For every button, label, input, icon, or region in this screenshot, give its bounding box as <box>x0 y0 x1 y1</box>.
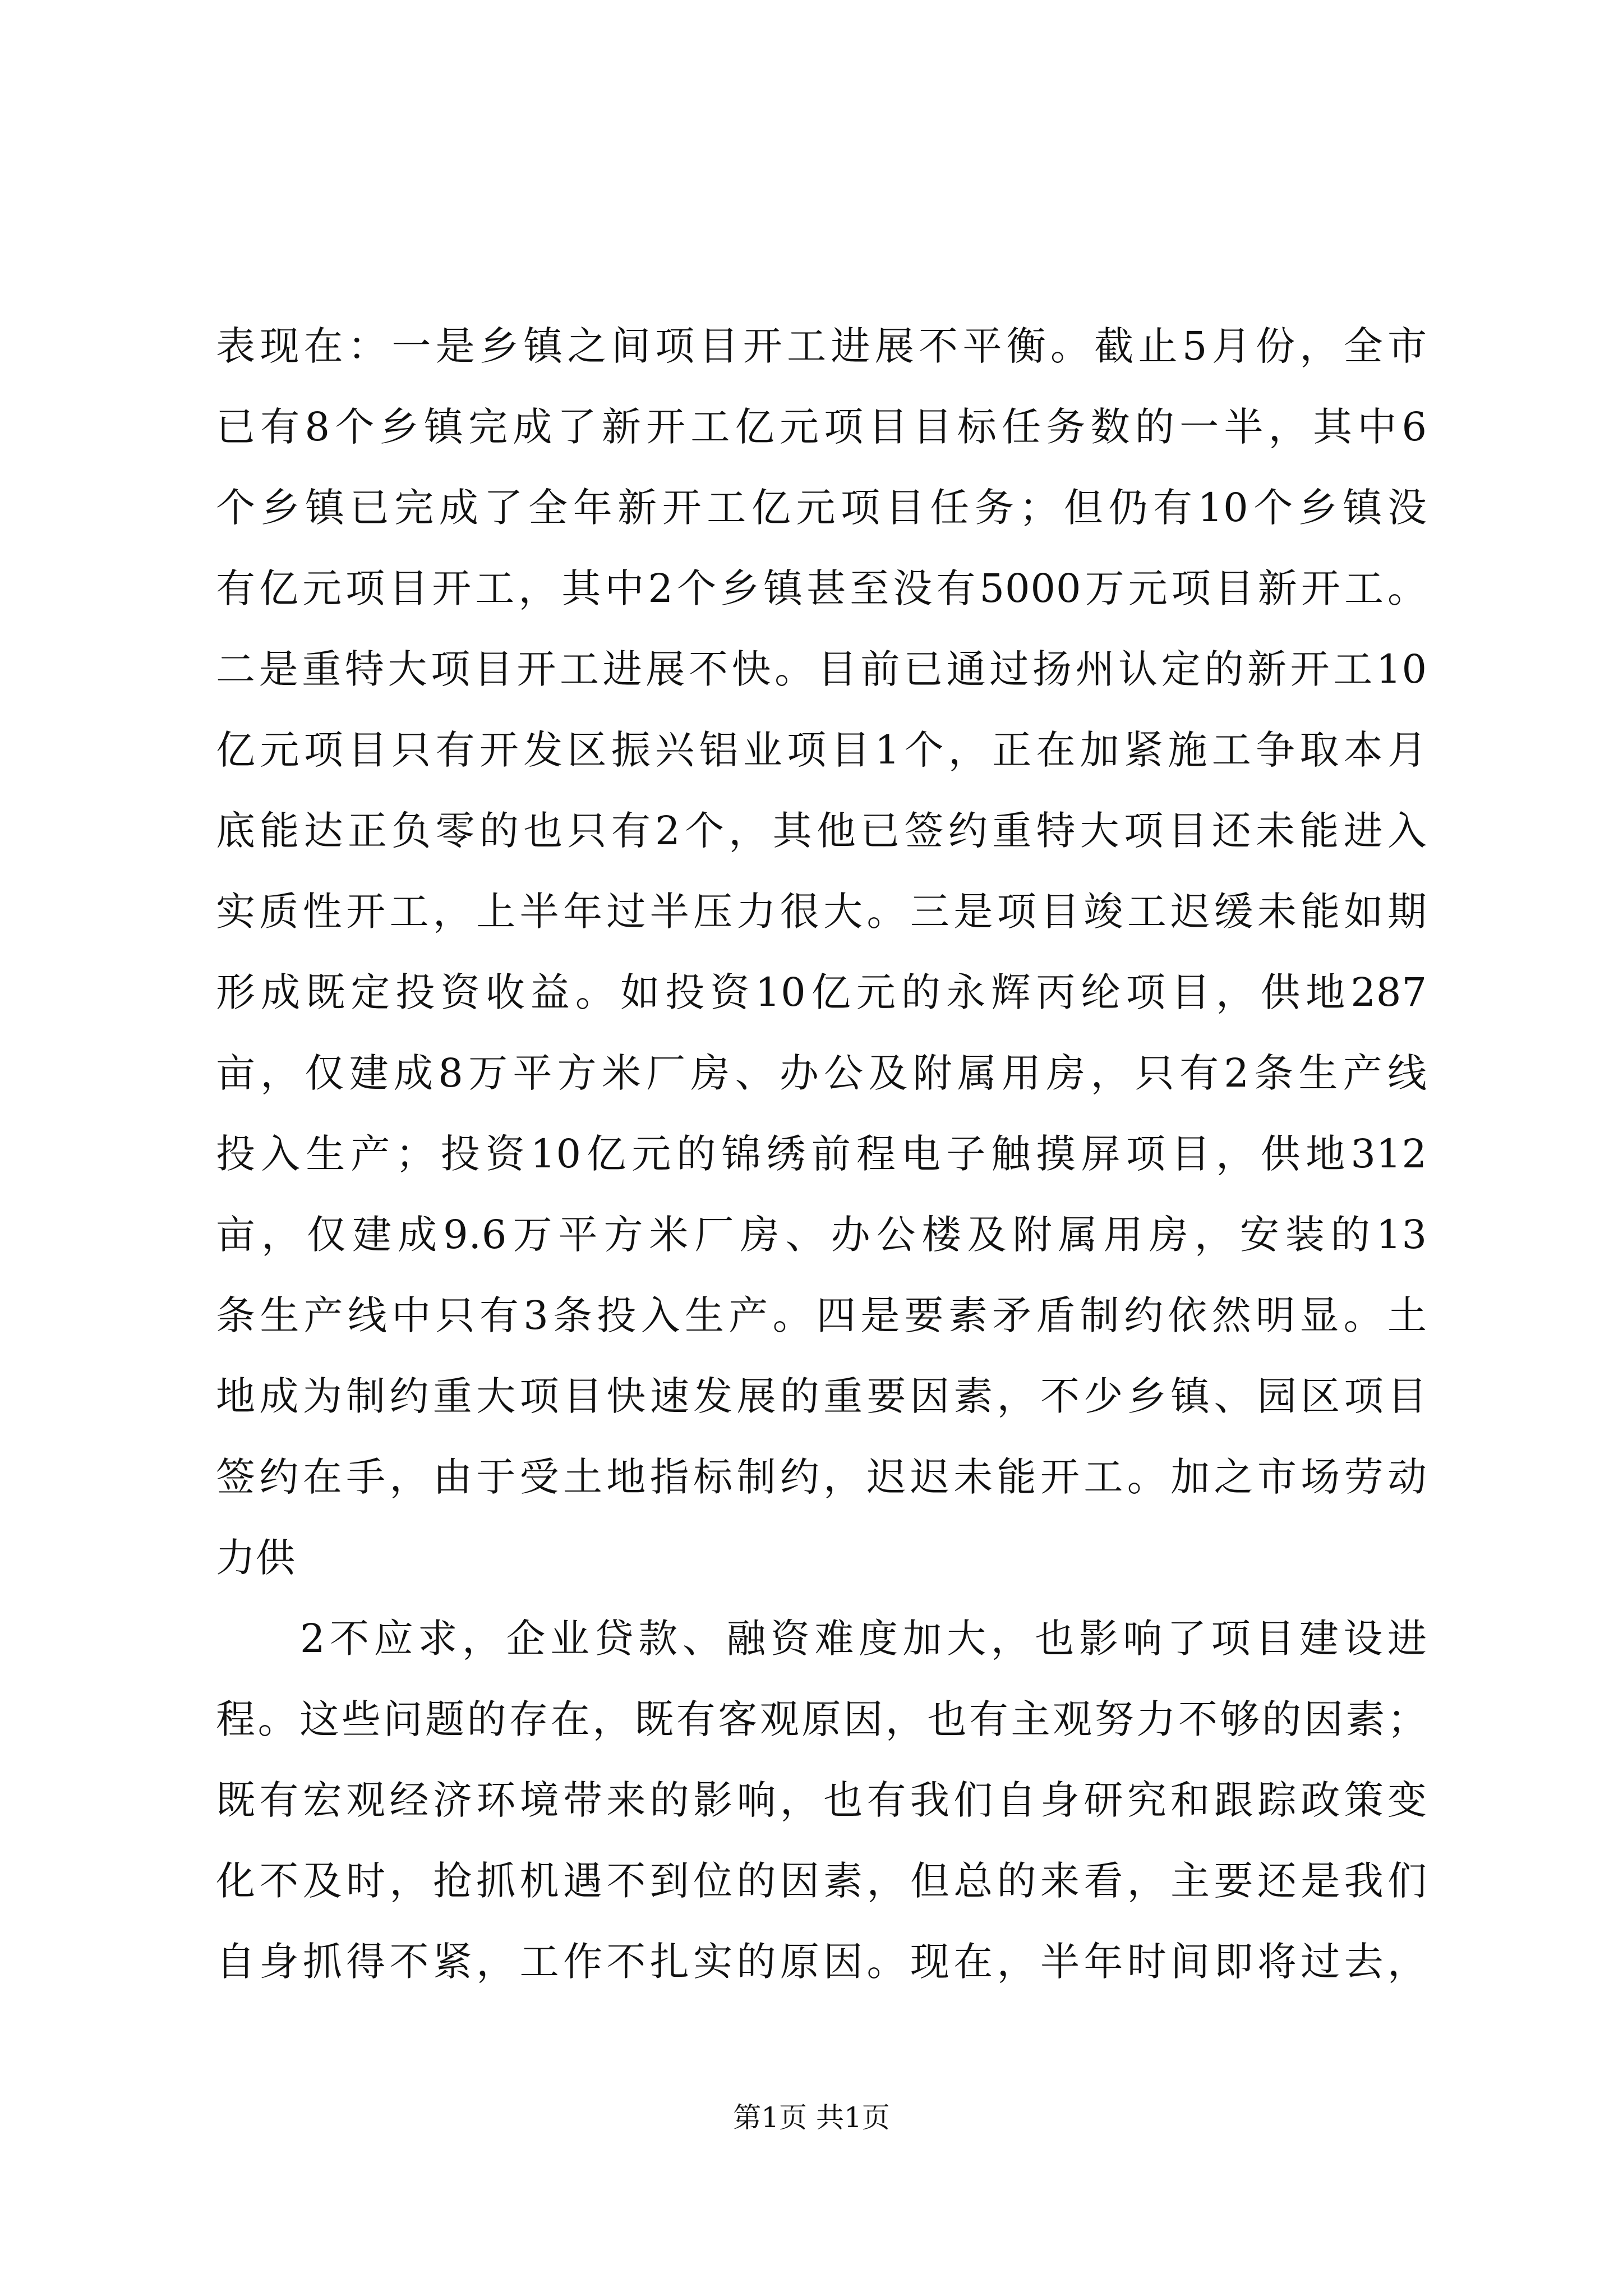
text-line: 既有宏观经济环境带来的影响，也有我们自身研究和跟踪政策变 <box>216 1777 1427 1823</box>
text-line: 亿元项目只有开发区振兴铝业项目1个，正在加紧施工争取本月 <box>216 727 1427 773</box>
text-line: 底能达正负零的也只有2个，其他已签约重特大项目还未能进入 <box>216 808 1427 854</box>
text-line: 投入生产；投资10亿元的锦绣前程电子触摸屏项目，供地312 <box>216 1131 1427 1177</box>
text-line: 条生产线中只有3条投入生产。四是要素矛盾制约依然明显。土 <box>216 1292 1427 1338</box>
text-line: 二是重特大项目开工进展不快。目前已通过扬州认定的新开工10 <box>216 646 1427 692</box>
text-line: 签约在手，由于受土地指标制约，迟迟未能开工。加之市场劳动 <box>216 1454 1427 1500</box>
text-line: 亩，仅建成8万平方米厂房、办公及附属用房，只有2条生产线 <box>216 1050 1427 1096</box>
text-line: 自身抓得不紧，工作不扎实的原因。现在，半年时间即将过去， <box>216 1939 1427 1985</box>
text-line: 形成既定投资收益。如投资10亿元的永辉丙纶项目，供地287 <box>216 969 1427 1015</box>
page-footer: 第1页 共1页 <box>733 2101 890 2134</box>
text-line: 有亿元项目开工，其中2个乡镇甚至没有5000万元项目新开工。 <box>216 565 1427 611</box>
text-line: 地成为制约重大项目快速发展的重要因素，不少乡镇、园区项目 <box>216 1373 1427 1419</box>
text-line: 程。这些问题的存在，既有客观原因，也有主观努力不够的因素； <box>216 1696 1427 1742</box>
body-text <box>216 306 1427 2002</box>
text-line: 实质性开工，上半年过半压力很大。三是项目竣工迟缓未能如期 <box>216 889 1427 935</box>
text-line: 亩，仅建成9.6万平方米厂房、办公楼及附属用房，安装的13 <box>216 1212 1427 1258</box>
text-line: 表现在：一是乡镇之间项目开工进展不平衡。截止5月份，全市 <box>216 323 1427 369</box>
text-line: 力供 <box>216 1535 296 1581</box>
text-line: 化不及时，抢抓机遇不到位的因素，但总的来看，主要还是我们 <box>216 1858 1427 1904</box>
text-line: 已有8个乡镇完成了新开工亿元项目目标任务数的一半，其中6 <box>216 404 1427 450</box>
text-line: 2不应求，企业贷款、融资难度加大，也影响了项目建设进 <box>300 1616 1427 1662</box>
text-line: 个乡镇已完成了全年新开工亿元项目任务；但仍有10个乡镇没 <box>216 485 1427 531</box>
